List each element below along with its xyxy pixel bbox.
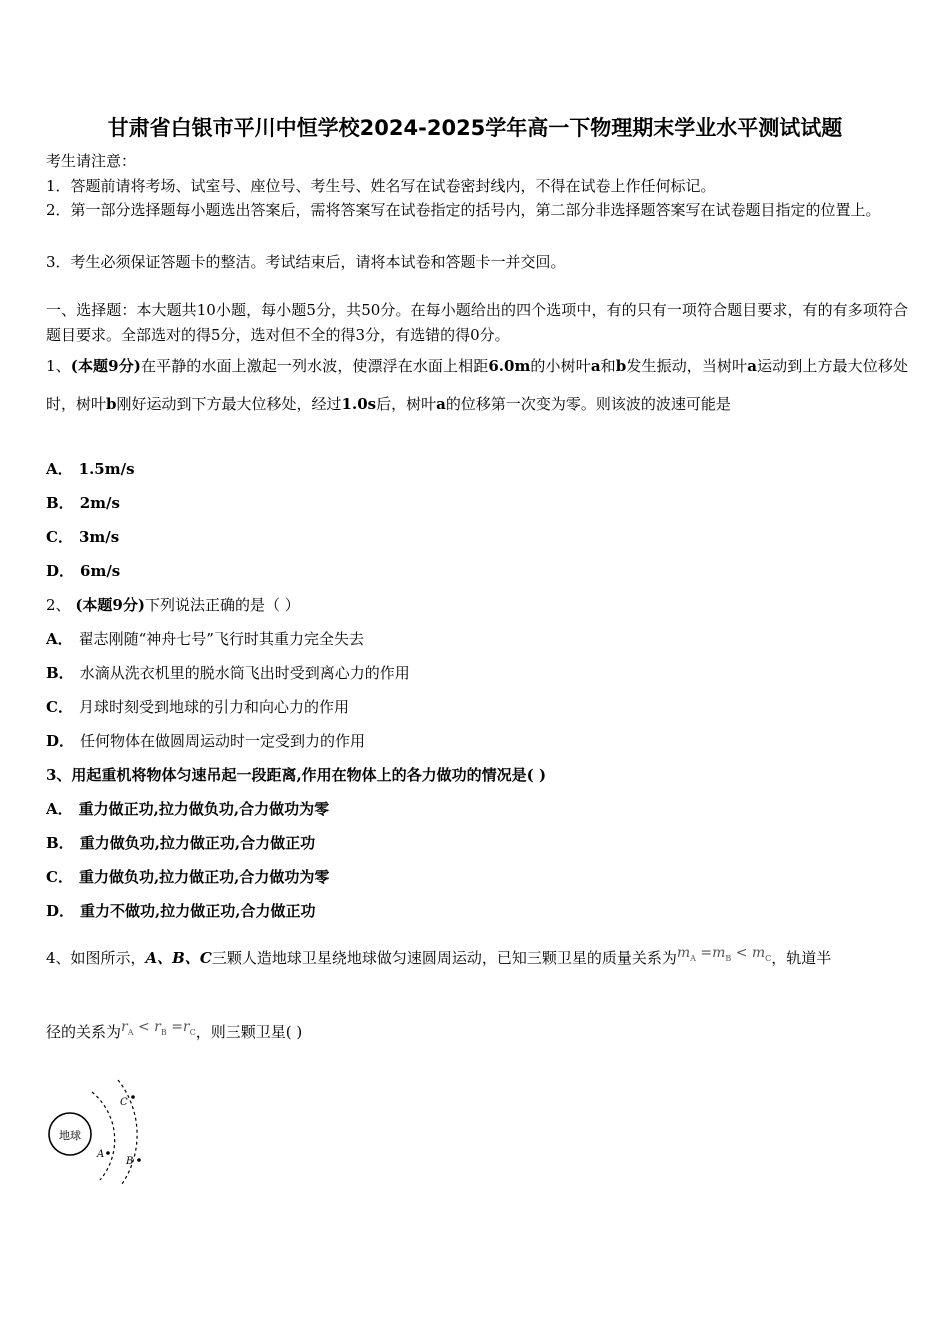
mass-relation: $m_A =m_B < m_C$ — [676, 945, 772, 963]
satellite-b-label: B — [126, 1156, 134, 1167]
question-3-option-d: D． 重力不做功,拉力做正功,合力做正功 — [46, 902, 316, 920]
question-4-stem-line-2: 径的关系为$r_A < r_B =r_C$，则三颗卫星( ) — [46, 1019, 303, 1041]
question-1-option-a: A． 1.5m/s — [46, 460, 135, 478]
notice-heading: 考生请注意： — [46, 152, 137, 170]
question-1-option-d: D． 6m/s — [46, 562, 121, 580]
question-3-option-b: B． 重力做负功,拉力做正功,合力做正功 — [46, 834, 316, 852]
question-1-option-b: B． 2m/s — [46, 494, 120, 512]
question-4-stem-line-1: 4、如图所示，A、B、C三颗人造地球卫星绕地球做匀速圆周运动，已知三颗卫星的质量关系为$m_A =m_B < m_C$，轨道半 — [46, 945, 832, 967]
satellite-c-label: C — [120, 1097, 128, 1108]
notice-item-2: 2．第一部分选择题每小题选出答案后，需将答案写在试卷指定的括号内，第二部分非选择题答案写在试卷题目指定的位置上。 — [46, 201, 881, 219]
question-3-option-a: A． 重力做正功,拉力做负功,合力做功为零 — [46, 800, 330, 818]
satellite-b — [137, 1158, 141, 1162]
question-3-stem: 3、用起重机将物体匀速吊起一段距离,作用在物体上的各力做功的情况是( ) — [46, 766, 547, 784]
satellite-a — [106, 1151, 110, 1155]
outer-orbit — [118, 1080, 137, 1184]
notice-item-1: 1．答题前请将考场、试室号、座位号、考生号、姓名写在试卷密封线内，不得在试卷上作任何标记。 — [46, 177, 716, 195]
question-3-option-c: C． 重力做负功,拉力做正功,合力做功为零 — [46, 868, 330, 886]
section-heading: 一、选择题：本大题共10小题，每小题5分，共50分。在每小题给出的四个选项中，有的只有一项符合题目要求，有的有多项符合题目要求。全部选对的得5分，选对但不全的得3分，有选错的得0分。 — [46, 301, 908, 344]
radius-relation: $r_A < r_B =r_C$ — [121, 1019, 196, 1037]
page-title: 甘肃省白银市平川中恒学校2024-2025学年高一下物理期末学业水平测试试题 — [107, 116, 843, 140]
earth-label: 地球 — [59, 1129, 81, 1142]
inner-orbit — [92, 1092, 115, 1180]
notice-item-3: 3．考生必须保证答题卡的整洁。考试结束后，请将本试卷和答题卡一并交回。 — [46, 253, 566, 271]
question-1-stem: 1、(本题9分)在平静的水面上激起一列水波，使漂浮在水面上相距6.0m的小树叶a和b发生振动，当树叶a运动到上方最大位移处时，树叶b刚好运动到下方最大位移处，经过1.0s后，树叶a的位移第一次变为零。则该波的波速可能是 — [46, 357, 908, 413]
question-2-option-b: B． 水滴从洗衣机里的脱水筒飞出时受到离心力的作用 — [46, 664, 410, 682]
satellite-a-label: A — [97, 1149, 105, 1160]
satellite-c — [131, 1095, 135, 1099]
question-2-stem: 2、 (本题9分)下列说法正确的是（ ） — [46, 596, 300, 614]
question-1-option-c: C． 3m/s — [46, 528, 120, 546]
question-2-option-a: A． 翟志刚随“神舟七号”飞行时其重力完全失去 — [46, 630, 364, 648]
satellite-orbit-figure — [40, 1072, 170, 1192]
question-2-option-c: C． 月球时刻受到地球的引力和向心力的作用 — [46, 698, 349, 716]
question-2-option-d: D． 任何物体在做圆周运动时一定受到力的作用 — [46, 732, 366, 750]
